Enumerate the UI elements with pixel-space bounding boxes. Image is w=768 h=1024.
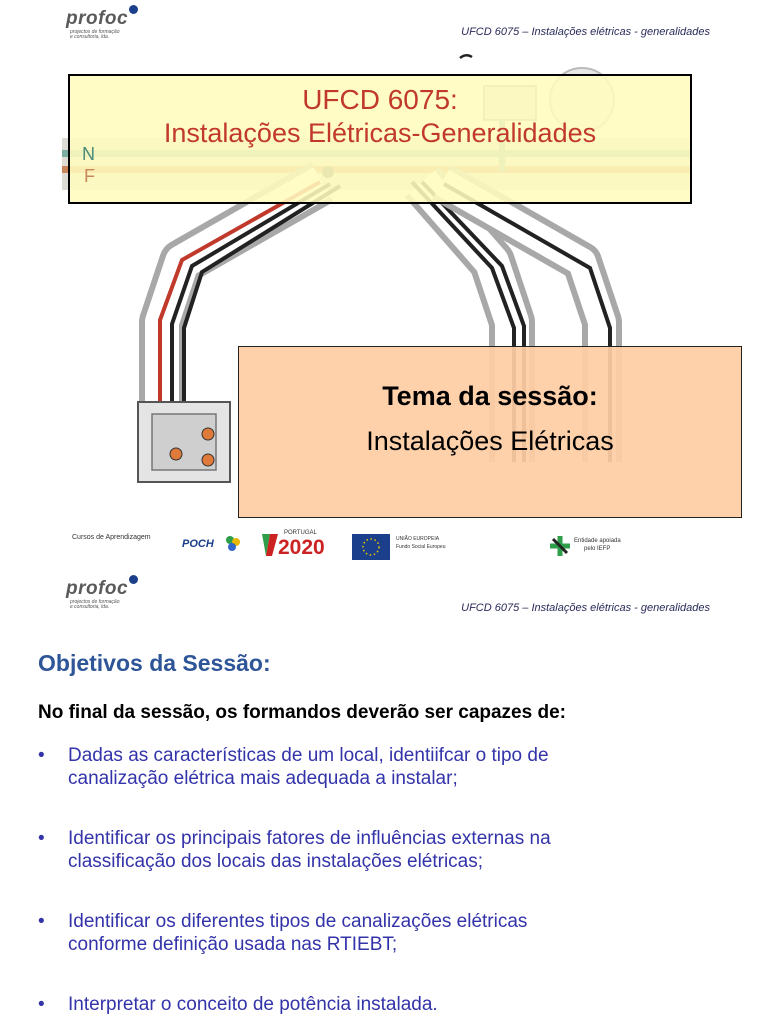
arrow-glyph-icon: [458, 52, 474, 62]
year-2020-logo: 2020: [278, 536, 325, 559]
portugal-flag-icon: [258, 532, 280, 558]
phase-label: F: [84, 166, 95, 186]
objectives-intro: No final da sessão, os formandos deverão ser capazes de:: [38, 702, 566, 723]
eu-label-2: Fundo Social Europeu: [396, 544, 446, 550]
portugal-label: PORTUGAL: [284, 530, 317, 536]
list-item: [38, 993, 738, 1016]
objective-line: Interpretar o conceito de potência instalada.: [68, 994, 438, 1015]
objective-line: conforme definição usada nas RTIEBT;: [68, 934, 398, 955]
list-item: [38, 827, 738, 873]
course-reference-2: UFCD 6075 – Instalações elétricas - generalidades: [461, 602, 710, 614]
logo-tagline-1: projectos de formação: [70, 29, 120, 35]
neutral-label: N: [82, 144, 95, 164]
cursos-label: Cursos de Aprendizagem: [72, 534, 151, 541]
logo-dot-icon-2: [129, 575, 138, 584]
poch-mark-icon: [224, 534, 242, 552]
theme-heading: Tema da sessão:: [382, 381, 598, 411]
course-reference: UFCD 6075 – Instalações elétricas - generalidades: [461, 26, 710, 38]
funding-logos: [60, 528, 700, 564]
poch-logo: POCH: [182, 538, 214, 550]
course-name-title: Instalações Elétricas-Generalidades: [163, 118, 597, 148]
logo-tagline-1-2: projectos de formação: [70, 599, 120, 605]
objective-line: classificação dos locais das instalações elétricas;: [68, 851, 484, 872]
logo-text-2: profoc: [66, 578, 129, 599]
logo-tagline-2-2: e consultoria, lda.: [70, 604, 110, 610]
theme-box: [238, 346, 742, 518]
objective-line: Identificar os diferentes tipos de canalizações elétricas: [68, 911, 528, 932]
bullet-icon: •: [38, 828, 45, 849]
iefp-logo-icon: [548, 534, 572, 558]
bullet-icon: •: [38, 911, 45, 932]
iefp-label-2: pelo IEFP: [584, 546, 611, 552]
course-code-title: UFCD 6075:: [302, 84, 458, 115]
theme-subject: Instalações Elétricas: [366, 426, 614, 456]
objectives-slide: [0, 566, 768, 1024]
objective-line: Identificar os principais fatores de influências externas na: [68, 828, 551, 849]
iefp-label-1: Entidade apoiada: [574, 538, 621, 544]
eu-flag-icon: [352, 534, 390, 560]
list-item: [38, 910, 738, 956]
logo-text: profoc: [66, 8, 129, 29]
objectives-title: Objetivos da Sessão:: [38, 650, 271, 676]
objective-line: canalização elétrica mais adequada a instalar;: [68, 768, 458, 789]
title-box: [68, 74, 692, 204]
objective-line: Dadas as características de um local, identiifcar o tipo de: [68, 745, 549, 766]
logo-tagline-2: e consultoria, lda.: [70, 34, 110, 40]
bullet-icon: •: [38, 745, 45, 766]
logo-dot-icon: [129, 5, 138, 14]
profoc-logo-2: [66, 578, 137, 610]
list-item: [38, 744, 738, 790]
eu-label-1: UNIÃO EUROPEIA: [396, 536, 440, 542]
objectives-list: [38, 744, 738, 1016]
profoc-logo: [66, 8, 137, 40]
bullet-icon: •: [38, 994, 45, 1015]
